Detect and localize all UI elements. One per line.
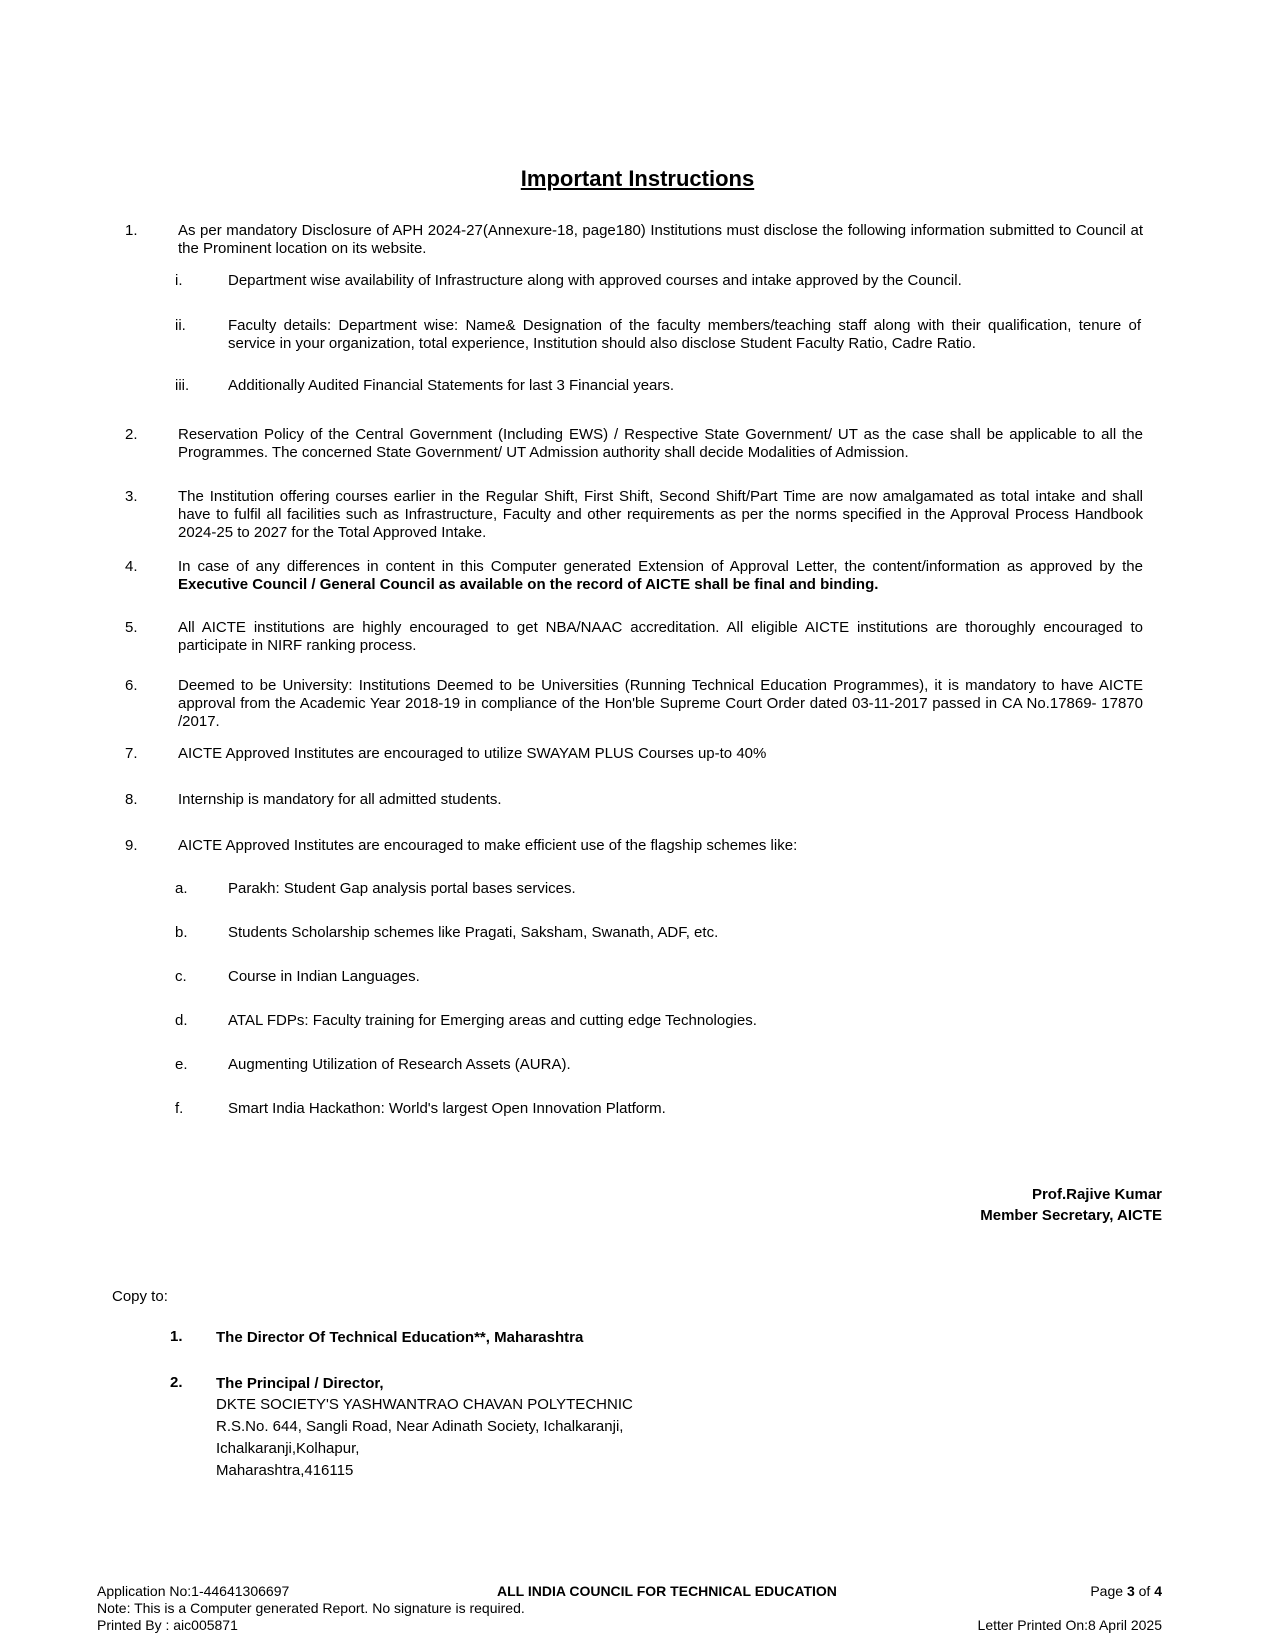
signatory-name: Prof.Rajive Kumar (1031, 1186, 1162, 1203)
instruction-1-sub-ii (175, 317, 1275, 353)
printed-on: Letter Printed On:8 April 2025 (977, 1617, 1162, 1633)
item-number: 6. (125, 677, 138, 694)
subitem-number: iii. (175, 377, 190, 394)
subitem-number: ii. (175, 317, 186, 334)
page-indicator (1090, 1583, 1162, 1600)
subitem-text: ATAL FDPs: Faculty training for Emerging areas and cutting edge Technologies. (228, 1012, 757, 1029)
copy-to-item-2 (170, 1374, 1275, 1482)
instruction-5 (125, 619, 1275, 655)
copy-item-title: The Principal / Director, (216, 1375, 384, 1392)
copy-to-label: Copy to: (112, 1288, 168, 1305)
subitem-text: Course in Indian Languages. (228, 968, 420, 985)
address-line: R.S.No. 644, Sangli Road, Near Adinath Society, Ichalkaranji, (216, 1418, 624, 1435)
address-line: DKTE SOCIETY'S YASHWANTRAO CHAVAN POLYTECHNIC (216, 1396, 633, 1413)
item-number: 7. (125, 745, 138, 762)
instruction-9 (125, 837, 1275, 855)
instruction-3 (125, 488, 1275, 542)
footer-row-2 (97, 1600, 1162, 1617)
instruction-4 (125, 558, 1275, 594)
item-number: 8. (125, 791, 138, 808)
footer-row-1 (97, 1583, 1162, 1600)
item-text: AICTE Approved Institutes are encouraged to make efficient use of the flagship schemes like: (178, 837, 798, 854)
item-text-regular: In case of any differences in content in this Computer generated Extension of Approval Letter, the content/information as approved by the (178, 558, 1143, 575)
instruction-9-sub-c (175, 968, 1275, 986)
address-line: Ichalkaranji,Kolhapur, (216, 1440, 360, 1457)
item-text (178, 558, 1143, 594)
signature-block (0, 1184, 1162, 1226)
page-of-label: of (1138, 1583, 1151, 1599)
subitem-text: Faculty details: Department wise: Name& Designation of the faculty members/teaching staff along with their qualification, tenure of service in your organization, total experience, Institution should also disclose Student Faculty Ratio, Cadre Ratio. (228, 317, 1141, 352)
subitem-text: Smart India Hackathon: World's largest Open Innovation Platform. (228, 1100, 666, 1117)
subitem-text: Additionally Audited Financial Statements for last 3 Financial years. (228, 377, 675, 394)
item-text: Deemed to be University: Institutions Deemed to be Universities (Running Technical Education Programmes), it is mandatory to have AICTE approval from the Academic Year 2018-19 in compliance of the Hon'ble Supreme Court Order dated 03-11-2017 passed in CA No.17869- 17870 /2017. (178, 677, 1143, 730)
page-label: Page (1090, 1583, 1124, 1599)
item-text: The Institution offering courses earlier in the Regular Shift, First Shift, Second Shift/Part Time are now amalgamated as total intake and shall have to fulfil all facilities such as Infrastructure, Faculty and other requirements as per the norms specified in the Approval Process Handbook 2024-25 to 2027 for the Total Approved Intake. (178, 488, 1143, 541)
subitem-text: Augmenting Utilization of Research Assets (AURA). (228, 1056, 571, 1073)
signatory-title: Member Secretary, AICTE (980, 1207, 1162, 1224)
item-number: 9. (125, 837, 138, 854)
copy-item-title: The Director Of Technical Education**, Maharashtra (216, 1329, 584, 1346)
address-line: Maharashtra,416115 (216, 1462, 354, 1479)
copy-to-item-1 (170, 1328, 1275, 1348)
instruction-9-sub-a (175, 880, 1275, 898)
instruction-6 (125, 677, 1275, 731)
footer-note: Note: This is a Computer generated Report. No signature is required. (97, 1600, 525, 1616)
subitem-text: Department wise availability of Infrastructure along with approved courses and intake approved by the Council. (228, 272, 962, 289)
instruction-9-sub-e (175, 1056, 1275, 1074)
subitem-number: c. (175, 968, 187, 985)
instruction-9-sub-f (175, 1100, 1275, 1118)
instruction-2 (125, 426, 1275, 462)
application-number: Application No:1-44641306697 (97, 1583, 290, 1599)
item-number: 3. (125, 488, 138, 505)
item-text: AICTE Approved Institutes are encouraged to utilize SWAYAM PLUS Courses up-to 40% (178, 745, 767, 762)
subitem-number: e. (175, 1056, 188, 1073)
item-text: Reservation Policy of the Central Government (Including EWS) / Respective State Government/ UT as the case shall be applicable to all the Programmes. The concerned State Government/ UT Admission authority shall decide Modalities of Admission. (178, 426, 1143, 461)
instruction-8 (125, 791, 1275, 809)
subitem-number: b. (175, 924, 188, 941)
instruction-1-sub-i (175, 272, 1275, 290)
printed-by: Printed By : aic005871 (97, 1617, 238, 1633)
copy-item-number: 1. (170, 1328, 183, 1345)
instruction-9-sub-d (175, 1012, 1275, 1030)
item-text: As per mandatory Disclosure of APH 2024-27(Annexure-18, page180) Institutions must disclose the following information submitted to Council at the Prominent location on its website. (178, 222, 1143, 257)
subitem-text: Parakh: Student Gap analysis portal bases services. (228, 880, 576, 897)
item-text-bold: Executive Council / General Council as available on the record of AICTE shall be final and binding. (178, 576, 879, 593)
page-title: Important Instructions (520, 166, 755, 191)
item-text: Internship is mandatory for all admitted students. (178, 791, 502, 808)
item-number: 5. (125, 619, 138, 636)
subitem-number: i. (175, 272, 183, 289)
item-number: 4. (125, 558, 138, 575)
page-footer (97, 1583, 1162, 1634)
instruction-1 (125, 222, 1275, 258)
item-text: All AICTE institutions are highly encouraged to get NBA/NAAC accreditation. All eligible AICTE institutions are thoroughly encouraged to participate in NIRF ranking process. (178, 619, 1143, 654)
footer-row-3 (97, 1617, 1162, 1634)
council-name: ALL INDIA COUNCIL FOR TECHNICAL EDUCATION (497, 1583, 837, 1599)
subitem-number: a. (175, 880, 188, 897)
item-number: 1. (125, 222, 138, 239)
item-number: 2. (125, 426, 138, 443)
subitem-text: Students Scholarship schemes like Pragati, Saksham, Swanath, ADF, etc. (228, 924, 719, 941)
instruction-7 (125, 745, 1275, 763)
instruction-1-sub-iii (175, 377, 1275, 395)
copy-item-number: 2. (170, 1374, 183, 1391)
subitem-number: f. (175, 1100, 184, 1117)
subitem-number: d. (175, 1012, 188, 1029)
page-current: 3 (1126, 1583, 1135, 1599)
instruction-9-sub-b (175, 924, 1275, 942)
page-total: 4 (1154, 1583, 1162, 1599)
